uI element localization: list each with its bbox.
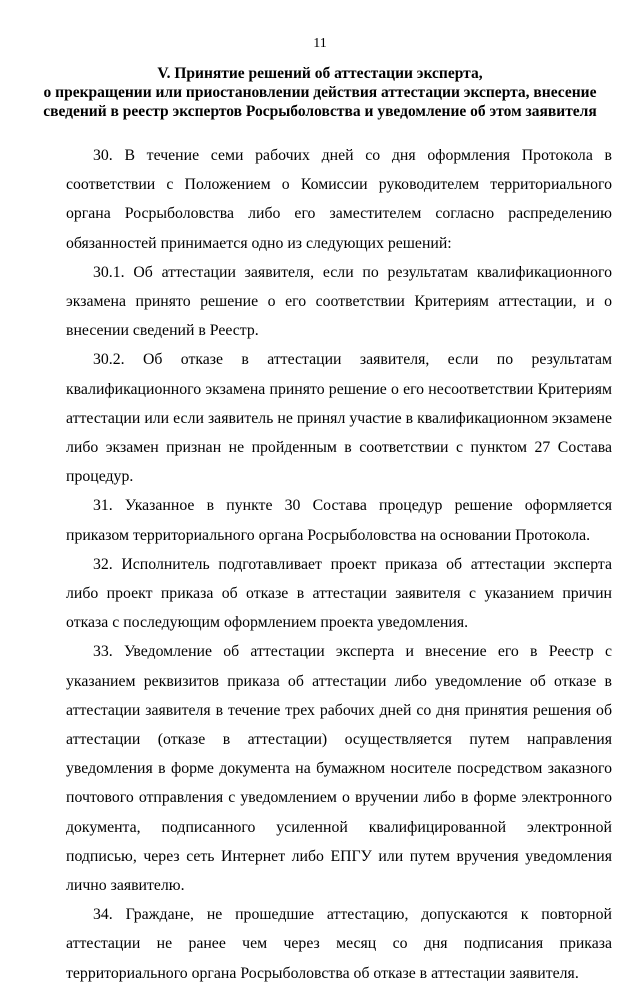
- section-heading-line: сведений в реестр экспертов Росрыболовства и уведомление об этом заявителя: [43, 103, 597, 120]
- paragraph-30: 30. В течение семи рабочих дней со дня оформления Протокола в соответствии с Положением о Комиссии руководителем территориального органа Росрыболовства либо его заместителем согласно распределению обязанностей принимается одно из следующих решений:: [66, 147, 612, 252]
- paragraph-33: 33. Уведомление об аттестации эксперта и внесение его в Реестр с указанием реквизитов приказа об аттестации либо уведомление об отказе в аттестации заявителя в течение трех рабочих дней со дня принятия решения об аттестации (отказе в аттестации) осуществляется путем направления уведомления в форме документа на бумажном носителе посредством заказного почтового отправления с уведомлением о вручении либо в форме электронного документа, подписанного усиленной квалифицированной электронной подписью, через сеть Интернет либо ЕПГУ или путем вручения уведомления лично заявителю.: [66, 643, 612, 895]
- paragraph-34: 34. Граждане, не прошедшие аттестацию, допускаются к повторной аттестации не ранее чем через месяц со дня подписания приказа территориального органа Росрыболовства об отказе в аттестации заявителя.: [66, 906, 612, 982]
- document-body: [66, 141, 612, 988]
- page-number: 11: [313, 36, 327, 51]
- paragraph-32: 32. Исполнитель подготавливает проект приказа об аттестации эксперта либо проект приказа об отказе в аттестации заявителя с указанием причин отказа с последующим оформлением проекта уведомления.: [66, 555, 612, 632]
- paragraph-30-1: 30.1. Об аттестации заявителя, если по результатам квалификационного экзамена принято решение о его соответствии Критериям аттестации, и о внесении сведений в Реестр.: [66, 263, 612, 340]
- section-heading: [20, 64, 620, 121]
- paragraph-30-2: 30.2. Об отказе в аттестации заявителя, если по результатам квалификационного экзамена принято решение о его несоответствии Критериям аттестации или если заявитель не принял участие в квалификационном экзамене либо экзамен признан не пройденным в соответствии с пунктом 27 Состава процедур.: [66, 351, 612, 486]
- paragraph-31: 31. Указанное в пункте 30 Состава процедур решение оформляется приказом территориального органа Росрыболовства на основании Протокола.: [66, 497, 612, 544]
- section-heading-line: V. Принятие решений об аттестации эксперта,: [157, 65, 483, 82]
- section-heading-line: о прекращении или приостановлении действия аттестации эксперта, внесение: [43, 84, 597, 101]
